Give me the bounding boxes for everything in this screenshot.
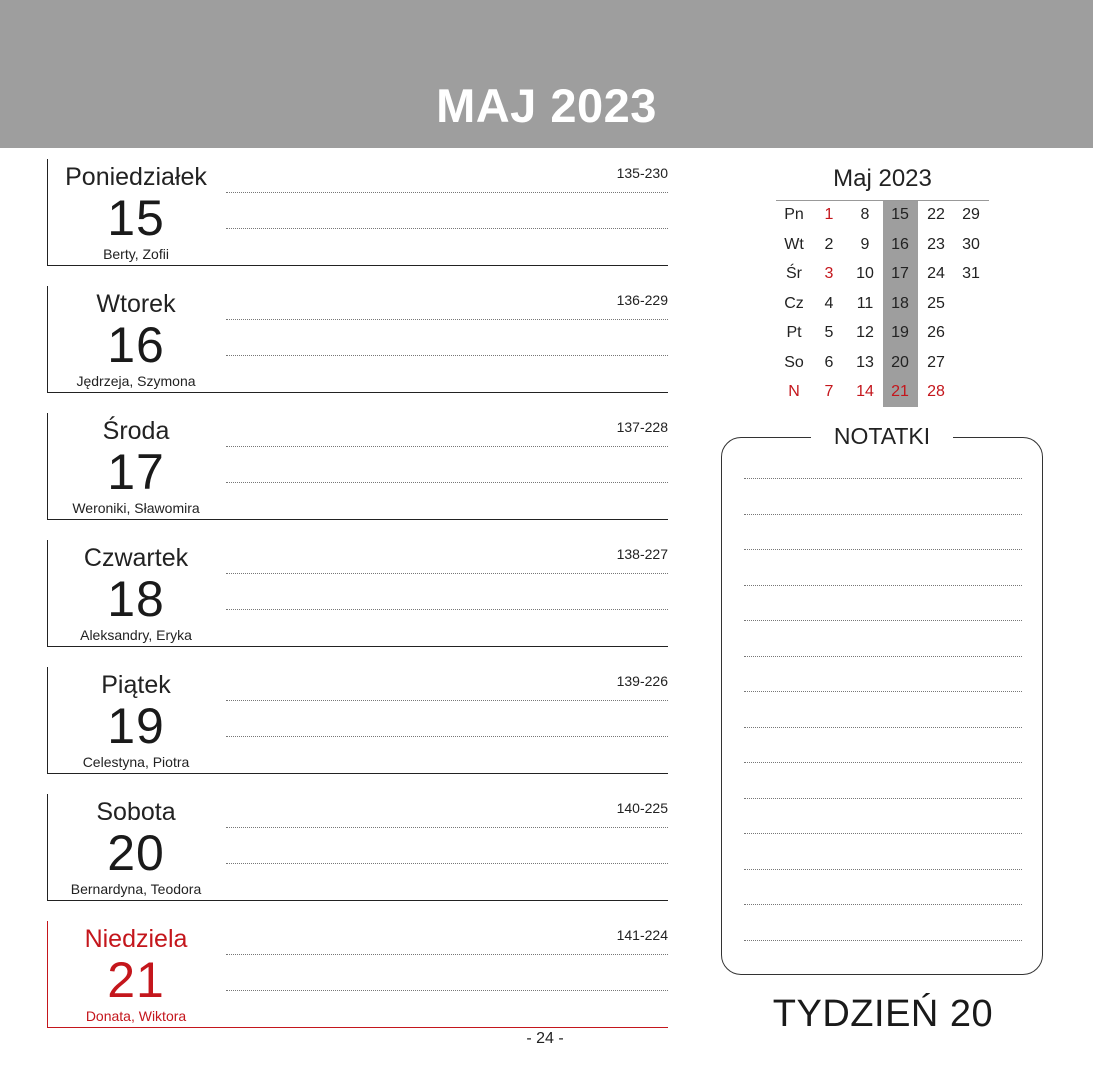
mini-calendar-day: 5 — [824, 324, 834, 341]
note-line[interactable] — [744, 620, 1022, 621]
weekday-label: Wt — [784, 235, 804, 253]
mini-calendar-day: 18 — [891, 294, 909, 312]
writing-line[interactable] — [226, 863, 668, 864]
mini-calendar-day: 3 — [824, 265, 834, 282]
writing-line[interactable] — [226, 990, 668, 991]
day-block[interactable] — [47, 794, 668, 901]
mini-calendar-day: 11 — [856, 294, 874, 312]
day-number: 21 — [107, 952, 165, 1008]
name-day: Weroniki, Sławomira — [72, 500, 200, 516]
mini-calendar-day: 29 — [962, 206, 980, 223]
writing-line[interactable] — [226, 446, 668, 447]
mini-calendar-day: 14 — [856, 383, 874, 400]
day-name: Wtorek — [96, 290, 176, 318]
mini-calendar-day: 23 — [927, 235, 945, 253]
day-name: Środa — [102, 417, 170, 445]
writing-line[interactable] — [226, 954, 668, 955]
mini-calendar-day: 30 — [962, 235, 980, 253]
day-name: Niedziela — [84, 925, 188, 953]
day-block[interactable] — [47, 540, 668, 647]
name-day: Jędrzeja, Szymona — [76, 373, 196, 389]
month-title: MAJ 2023 — [436, 79, 657, 132]
mini-calendar-day: 15 — [891, 206, 909, 223]
note-line[interactable] — [744, 869, 1022, 870]
day-of-year-count: 141-224 — [616, 927, 668, 943]
writing-line[interactable] — [226, 827, 668, 828]
writing-line[interactable] — [226, 228, 668, 229]
mini-calendar-day: 19 — [891, 324, 909, 341]
mini-calendar-day: 28 — [927, 383, 945, 400]
notes-title: NOTATKI — [811, 423, 953, 450]
mini-calendar-day: 7 — [824, 383, 834, 400]
note-line[interactable] — [744, 691, 1022, 692]
writing-line[interactable] — [226, 573, 668, 574]
day-number: 18 — [107, 571, 165, 627]
mini-calendar-day: 16 — [891, 235, 909, 253]
mini-calendar-day: 31 — [962, 265, 980, 282]
mini-calendar-day: 9 — [860, 235, 870, 253]
note-line[interactable] — [744, 762, 1022, 763]
day-block[interactable] — [47, 921, 668, 1028]
page-number: - 24 - — [526, 1030, 564, 1047]
day-of-year-count: 138-227 — [616, 546, 668, 562]
day-of-year-count: 139-226 — [616, 673, 668, 689]
writing-line[interactable] — [226, 482, 668, 483]
mini-calendar-day: 17 — [891, 265, 909, 282]
mini-calendar-day: 13 — [856, 353, 874, 371]
writing-line[interactable] — [226, 192, 668, 193]
writing-line[interactable] — [226, 319, 668, 320]
mini-calendar-day: 6 — [824, 353, 834, 371]
weekday-label: Cz — [784, 294, 804, 312]
mini-calendar-day: 4 — [824, 294, 834, 312]
mini-calendar-day: 20 — [891, 353, 909, 371]
day-name: Sobota — [96, 798, 176, 826]
weekday-label: Śr — [786, 265, 802, 282]
note-line[interactable] — [744, 549, 1022, 550]
mini-calendar-day: 2 — [824, 235, 834, 253]
weekday-label: Pn — [784, 206, 804, 223]
day-of-year-count: 135-230 — [616, 165, 668, 181]
name-day: Bernardyna, Teodora — [70, 881, 202, 897]
day-name: Poniedziałek — [65, 163, 207, 191]
mini-calendar-day: 25 — [927, 294, 945, 312]
note-line[interactable] — [744, 478, 1022, 479]
day-name: Piątek — [101, 671, 171, 699]
writing-line[interactable] — [226, 355, 668, 356]
day-number: 19 — [107, 698, 165, 754]
note-line[interactable] — [744, 656, 1022, 657]
day-block[interactable] — [47, 159, 668, 266]
name-day: Donata, Wiktora — [85, 1008, 187, 1024]
mini-calendar-day: 22 — [927, 206, 945, 223]
day-of-year-count: 136-229 — [616, 292, 668, 308]
mini-calendar-day: 1 — [824, 206, 834, 223]
writing-line[interactable] — [226, 700, 668, 701]
writing-line[interactable] — [226, 736, 668, 737]
mini-calendar-day: 24 — [927, 265, 945, 282]
writing-line[interactable] — [226, 609, 668, 610]
mini-calendar-day: 8 — [860, 206, 870, 223]
mini-calendar-day: 26 — [927, 324, 945, 341]
day-of-year-count: 140-225 — [616, 800, 668, 816]
mini-calendar-day: 12 — [856, 324, 874, 341]
notes-box — [721, 437, 1043, 975]
note-line[interactable] — [744, 833, 1022, 834]
mini-calendar-day: 21 — [891, 383, 909, 400]
name-day: Aleksandry, Eryka — [80, 627, 192, 643]
note-line[interactable] — [744, 904, 1022, 905]
weekday-label: Pt — [786, 324, 802, 341]
name-day: Celestyna, Piotra — [82, 754, 190, 770]
mini-calendar-day: 27 — [927, 353, 945, 371]
mini-calendar-day: 10 — [856, 265, 874, 282]
note-line[interactable] — [744, 940, 1022, 941]
day-number: 15 — [107, 190, 165, 246]
day-block[interactable] — [47, 286, 668, 393]
day-name: Czwartek — [83, 544, 189, 572]
name-day: Berty, Zofii — [103, 246, 169, 262]
mini-calendar-title: Maj 2023 — [833, 165, 932, 192]
note-line[interactable] — [744, 514, 1022, 515]
day-of-year-count: 137-228 — [616, 419, 668, 435]
weekday-label: N — [788, 383, 800, 400]
day-number: 17 — [107, 444, 165, 500]
day-block[interactable] — [47, 667, 668, 774]
note-line[interactable] — [744, 798, 1022, 799]
day-block[interactable] — [47, 413, 668, 520]
weekday-label: So — [784, 353, 804, 371]
note-line[interactable] — [744, 585, 1022, 586]
month-header — [0, 0, 1093, 148]
day-number: 16 — [107, 317, 165, 373]
day-number: 20 — [107, 825, 165, 881]
note-line[interactable] — [744, 727, 1022, 728]
week-title: TYDZIEŃ 20 — [772, 993, 994, 1035]
